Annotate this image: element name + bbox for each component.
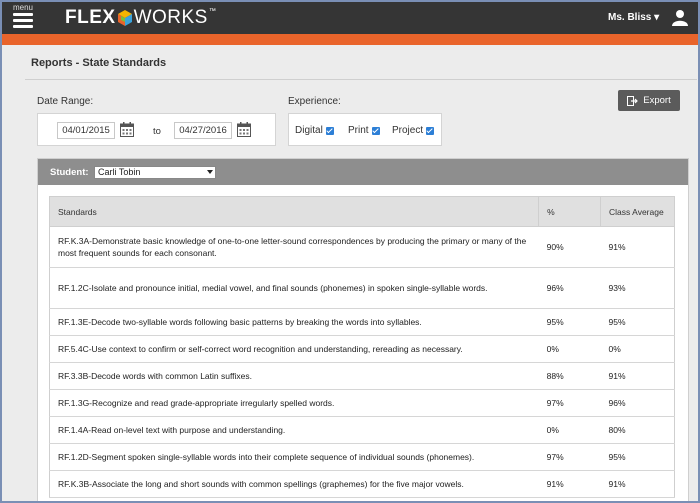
calendar-icon[interactable] <box>237 122 251 137</box>
table-row <box>50 417 675 444</box>
logo-flex-text: FLEX <box>65 7 116 28</box>
standards-table <box>49 196 675 498</box>
column-header-class-average[interactable]: Class Average <box>601 197 675 227</box>
percent-cell: 97% <box>539 444 601 471</box>
class-average-cell: 95% <box>601 309 675 336</box>
student-bar <box>38 159 688 185</box>
user-menu[interactable]: Ms. Bliss ▾ <box>608 12 660 23</box>
percent-cell: 0% <box>539 417 601 444</box>
experience-option-label: Project <box>392 125 424 136</box>
table-row <box>50 390 675 417</box>
checkbox-checked-icon[interactable] <box>426 127 434 135</box>
experience-option-label: Print <box>348 125 369 136</box>
table-row <box>50 471 675 498</box>
app-frame <box>2 2 698 501</box>
experience-option-label: Digital <box>295 125 323 136</box>
percent-cell: 88% <box>539 363 601 390</box>
table-row <box>50 444 675 471</box>
percent-cell: 0% <box>539 336 601 363</box>
percent-cell: 90% <box>539 227 601 268</box>
hamburger-icon <box>13 13 33 31</box>
percent-cell: 91% <box>539 471 601 498</box>
date-range-group <box>37 113 276 146</box>
standard-cell: RF.5.4C-Use context to confirm or self-correct word recognition and understanding, rereading as necessary. <box>50 336 539 363</box>
table-header-row <box>50 197 675 227</box>
end-date-input[interactable]: 04/27/2016 <box>174 122 232 139</box>
export-button[interactable] <box>618 90 680 111</box>
logo-works-text: WORKS <box>133 7 208 28</box>
calendar-icon[interactable] <box>120 122 134 137</box>
table-row <box>50 268 675 309</box>
class-average-cell: 96% <box>601 390 675 417</box>
table-row <box>50 336 675 363</box>
standard-cell: RF.3.3B-Decode words with common Latin suffixes. <box>50 363 539 390</box>
experience-group <box>288 113 442 146</box>
cube-logo-icon <box>118 10 132 26</box>
student-label: Student: <box>50 167 89 178</box>
user-icon[interactable] <box>672 9 688 26</box>
standard-cell: RF.1.4A-Read on-level text with purpose and understanding. <box>50 417 539 444</box>
table-row <box>50 227 675 268</box>
experience-label: Experience: <box>288 96 341 107</box>
standard-cell: RF.1.2C-Isolate and pronounce initial, medial vowel, and final sounds (phonemes) in spoken single-syllable words. <box>50 268 539 309</box>
experience-project-checkbox[interactable] <box>392 125 434 136</box>
date-range-label: Date Range: <box>37 96 94 107</box>
accent-bar <box>2 34 698 45</box>
student-selected-value: Carli Tobin <box>98 167 141 177</box>
class-average-cell: 93% <box>601 268 675 309</box>
experience-print-checkbox[interactable] <box>348 125 380 136</box>
standard-cell: RF.K.3B-Associate the long and short sounds with common spellings (graphemes) for the five major vowels. <box>50 471 539 498</box>
table-row <box>50 309 675 336</box>
top-navbar <box>2 2 698 34</box>
menu-label: menu <box>12 3 33 12</box>
column-header-standards[interactable]: Standards <box>50 197 539 227</box>
checkbox-checked-icon[interactable] <box>326 127 334 135</box>
page-title: Reports - State Standards <box>31 57 167 69</box>
class-average-cell: 80% <box>601 417 675 444</box>
standard-cell: RF.K.3A-Demonstrate basic knowledge of one-to-one letter-sound correspondences by producing the primary or many of the most frequent sounds for each consonant. <box>50 227 539 268</box>
to-label: to <box>153 126 161 137</box>
percent-cell: 96% <box>539 268 601 309</box>
standard-cell: RF.1.2D-Segment spoken single-syllable words into their complete sequence of individual sounds (phonemes). <box>50 444 539 471</box>
percent-cell: 97% <box>539 390 601 417</box>
start-date-input[interactable]: 04/01/2015 <box>57 122 115 139</box>
class-average-cell: 91% <box>601 363 675 390</box>
export-label: Export <box>643 95 671 106</box>
checkbox-checked-icon[interactable] <box>372 127 380 135</box>
menu-button[interactable] <box>8 2 38 34</box>
flexworks-logo[interactable] <box>65 8 216 28</box>
percent-cell: 95% <box>539 309 601 336</box>
experience-digital-checkbox[interactable] <box>295 125 334 136</box>
class-average-cell: 91% <box>601 227 675 268</box>
class-average-cell: 91% <box>601 471 675 498</box>
standard-cell: RF.1.3G-Recognize and read grade-appropriate irregularly spelled words. <box>50 390 539 417</box>
column-header-percent[interactable]: % <box>539 197 601 227</box>
title-divider <box>25 79 697 80</box>
chevron-down-icon <box>207 170 213 174</box>
standard-cell: RF.1.3E-Decode two-syllable words following basic patterns by breaking the words into syllables. <box>50 309 539 336</box>
class-average-cell: 95% <box>601 444 675 471</box>
logo-trademark: ™ <box>208 8 216 15</box>
export-icon <box>627 96 638 106</box>
student-select[interactable] <box>94 166 216 179</box>
table-row <box>50 363 675 390</box>
report-panel <box>37 158 689 501</box>
class-average-cell: 0% <box>601 336 675 363</box>
